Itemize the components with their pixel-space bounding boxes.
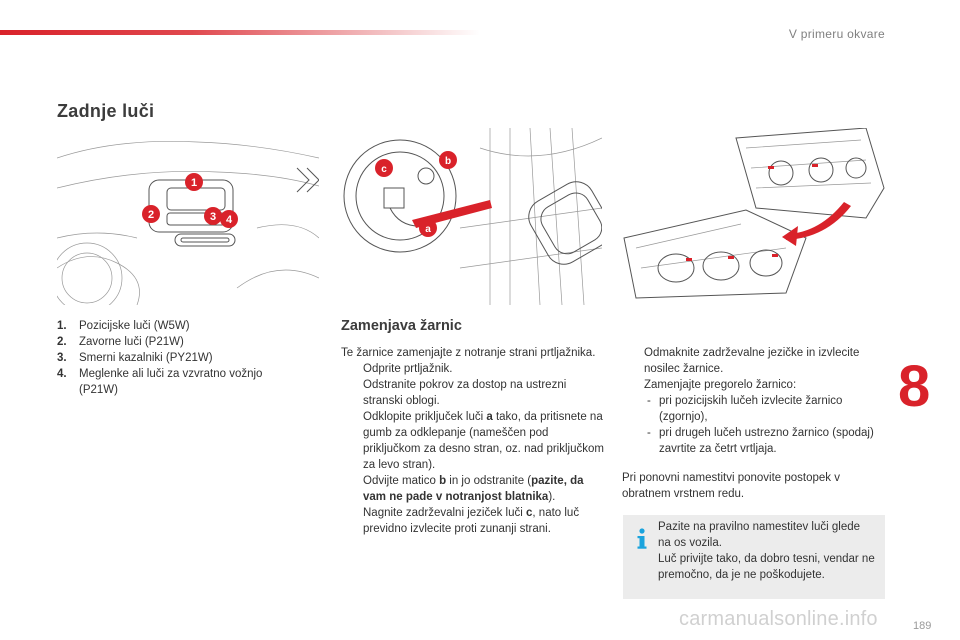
figure-callouts	[142, 173, 238, 228]
intro-text: Te žarnice zamenjajte z notranje strani prtljažnika.	[341, 347, 596, 359]
bulb-removal-illustration	[340, 128, 602, 305]
list-item: 1. Pozicijske luči (W5W)	[57, 320, 190, 332]
step: Odmaknite zadrževalne jezičke in izvlecite nosilec žarnice.	[644, 347, 860, 375]
step: Odstranite pokrov za dostop na ustrezni stranski oblogi.	[363, 379, 567, 407]
sub-step: - pri pozicijskih lučeh izvlecite žarnico (zgornjo),	[647, 395, 843, 423]
callout-2: 2	[147, 209, 155, 221]
refit-text: Pri ponovni namestitvi ponovite postopek v obratnem vrstnem redu.	[622, 472, 840, 500]
chapter-number: 8	[898, 354, 931, 419]
list-item: 4. Meglenke ali luči za vzvratno vožnjo (P21W)	[57, 368, 263, 396]
info-icon	[635, 528, 649, 550]
header-accent-bar	[0, 30, 480, 35]
watermark: carmanualsonline.info	[679, 608, 878, 630]
sub-step: - pri drugeh lučeh ustrezno žarnico (spodaj) zavrtite za četrt vrtljaja.	[647, 427, 874, 455]
info-box	[623, 515, 885, 599]
replacement-steps-column-1	[341, 345, 606, 537]
callout-1: 1	[190, 177, 198, 189]
list-item: 2. Zavorne luči (P21W)	[57, 336, 184, 348]
list-item: 3. Smerni kazalniki (PY21W)	[57, 352, 213, 364]
step: Odklopite priključek luči a tako, da pritisnete na gumb za odklepanje (nameščen pod priključkom za desno stran, oz. nad priključkom za levo stran).	[363, 411, 604, 471]
step: Nagnite zadrževalni jeziček luči c, nato luč previdno izvlecite proti zunanji strani.	[363, 507, 580, 535]
section-title: Zadnje luči	[57, 101, 155, 121]
callout-c: c	[381, 164, 387, 175]
callout-4: 4	[225, 214, 233, 226]
callout-b: b	[444, 156, 452, 167]
step: Odprite prtljažnik.	[363, 363, 453, 375]
callout-3: 3	[209, 211, 217, 223]
lamp-unit-illustration	[616, 128, 888, 305]
step: Odvijte matico b in jo odstranite (pazite, da vam ne pade v notranjost blatnika).	[363, 475, 584, 503]
info-line: Luč privijte tako, da dobro tesni, vendar ne premočno, da je ne poškodujete.	[658, 553, 875, 581]
rear-light-location-illustration	[57, 128, 319, 305]
page-number: 189	[913, 620, 932, 632]
step: Zamenjajte pregorelo žarnico:	[644, 379, 797, 391]
info-line: Pazite na pravilno namestitev luči glede na os vozila.	[658, 521, 861, 549]
callout-a: a	[425, 224, 431, 235]
chapter-title: V primeru okvare	[788, 27, 885, 41]
bulb-list	[57, 318, 297, 398]
replacement-title: Zamenjava žarnic	[341, 318, 462, 334]
replacement-steps-column-2	[622, 345, 890, 502]
